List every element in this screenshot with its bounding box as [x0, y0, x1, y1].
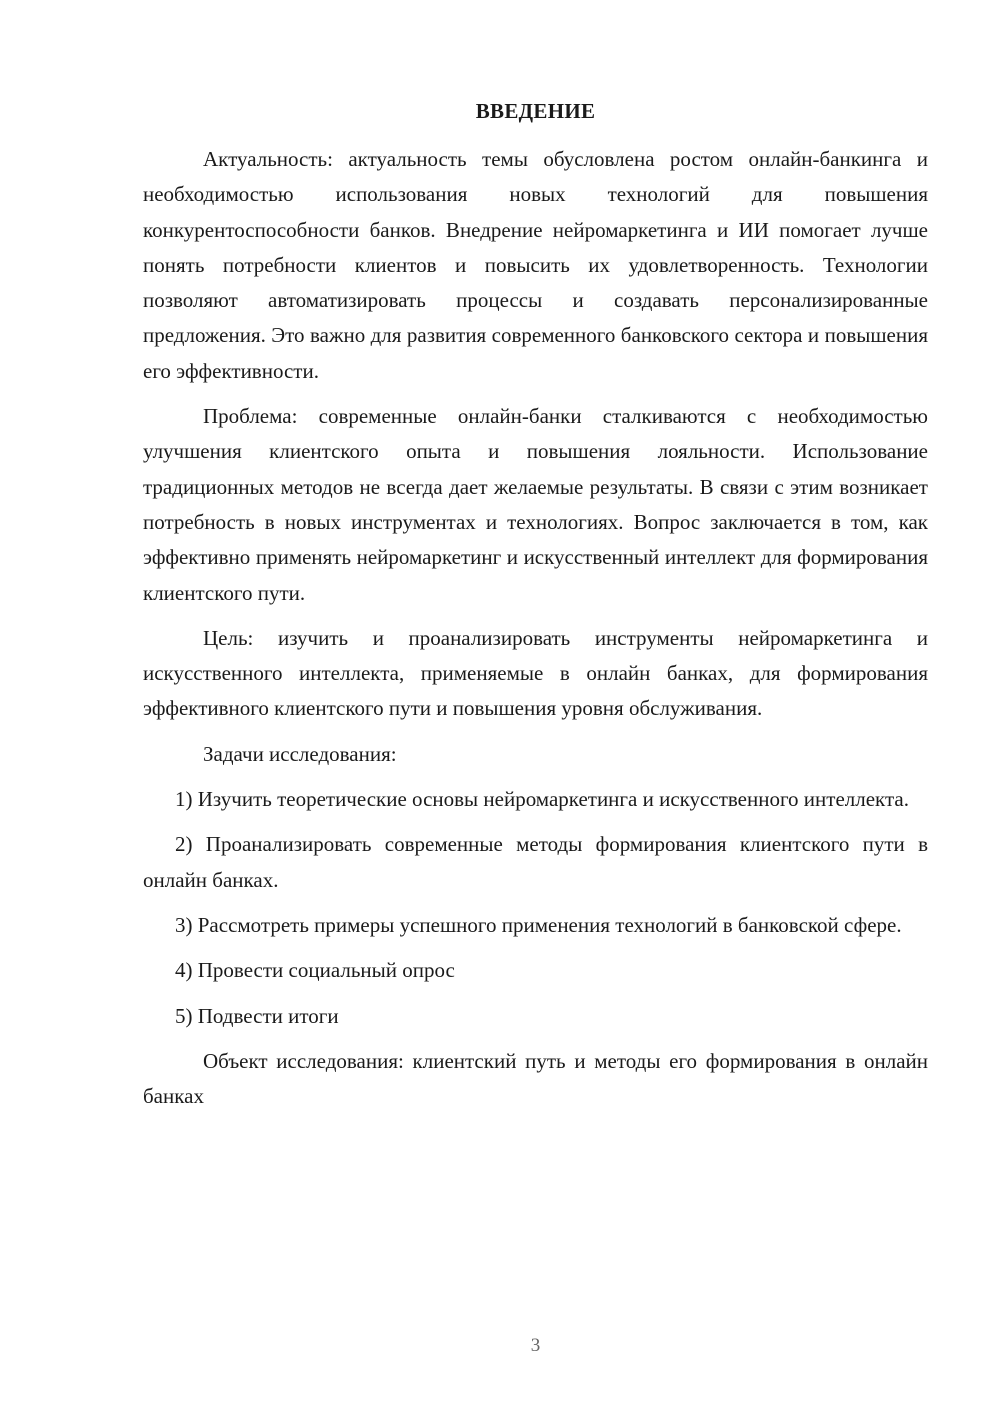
task-item-4: 4) Провести социальный опрос: [175, 958, 455, 983]
task-item-3: 3) Рассмотреть примеры успешного применения технологий в банковской сфере.: [175, 912, 902, 937]
paragraph-problem: Проблема: современные онлайн-банки сталкиваются с необходимостью улучшения клиентского опыта и повышения лояльности. Использование традиционных методов не всегда дает желаемые результаты. В связи с этим возникает потребность в новых инструментах и технологиях. Вопрос заключается в том, как эффективно применять нейромаркетинг и искусственный интеллект для формирования клиентского пути.: [143, 404, 928, 605]
task-item-2: 2) Проанализировать современные методы формирования клиентского пути в онлайн банках.: [143, 832, 928, 892]
page-number: 3: [530, 1335, 541, 1356]
paragraph-object: Объект исследования: клиентский путь и методы его формирования в онлайн банках: [143, 1048, 928, 1109]
section-heading: ВВЕДЕНИЕ: [475, 99, 596, 123]
task-item-5: 5) Подвести итоги: [175, 1003, 339, 1028]
task-item-1: 1) Изучить теоретические основы нейромаркетинга и искусственного интеллекта.: [175, 787, 909, 812]
document-body: [143, 142, 928, 1124]
document-page: [143, 0, 928, 1414]
paragraph-relevance: Актуальность: актуальность темы обусловлена ростом онлайн-банкинга и необходимостью использования новых технологий для повышения конкурентоспособности банков. Внедрение нейромаркетинга и ИИ помогает лучше понять потребности клиентов и повысить их удовлетворенность. Технологии позволяют автоматизировать процессы и создавать персонализированные предложения. Это важно для развития современного банковского сектора и повышения его эффективности.: [143, 147, 928, 383]
tasks-title: Задачи исследования:: [203, 741, 397, 766]
paragraph-goal: Цель: изучить и проанализировать инструменты нейромаркетинга и искусственного интеллекта, применяемые в онлайн банках, для формирования эффективного клиентского пути и повышения уровня обслуживания.: [143, 625, 928, 721]
